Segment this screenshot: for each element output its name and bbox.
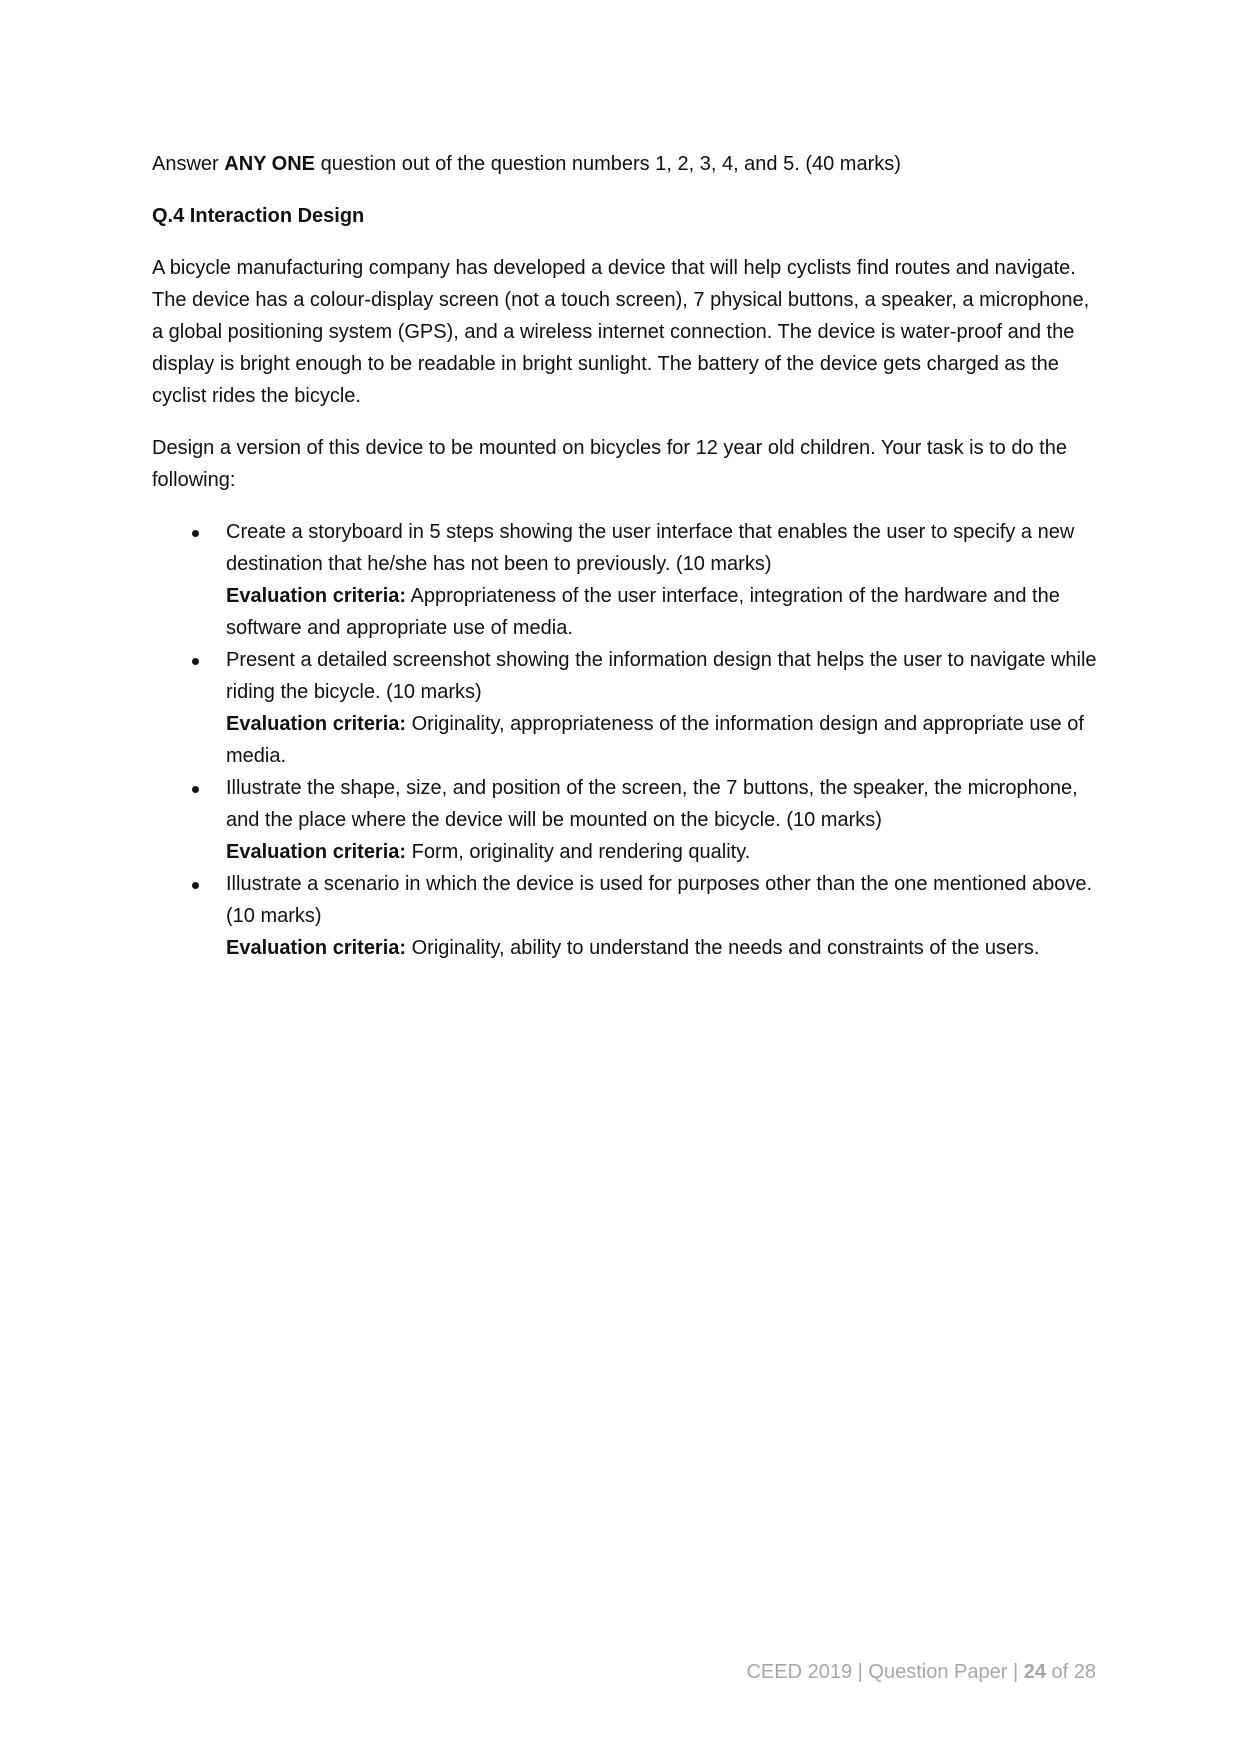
page-footer [746,1661,1096,1684]
footer-label: CEED 2019 | Question Paper | [746,1661,1024,1683]
task-paragraph: Design a version of this device to be mounted on bicycles for 12 year old children. Your task is to do the following: [152,437,1067,491]
task-item-illustrate-device [152,772,1102,868]
footer-page-number: 24 [1023,1661,1046,1683]
question-page [152,148,1102,964]
task-list [152,516,1102,964]
task-item-storyboard [152,516,1102,644]
criteria-text: Form, originality and rendering quality. [406,841,751,863]
task-item-screenshot [152,644,1102,772]
eval-label: Evaluation criteria: [226,585,407,607]
criteria-text: Originality, ability to understand the needs and constraints of the users. [406,937,1040,959]
instruction-line [152,148,1102,180]
instruction-suffix: question out of the question numbers 1, 2, 3, 4, and 5. (40 marks) [315,153,901,175]
task-criteria [226,580,1102,644]
bullet-icon [192,530,199,537]
eval-label: Evaluation criteria: [226,713,407,735]
task-criteria [226,932,1102,964]
task-text: Present a detailed screenshot showing the information design that helps the user to navigate while riding the bicycle. (10 marks) [226,649,1097,703]
bullet-icon [192,658,199,665]
task-text: Illustrate a scenario in which the device is used for purposes other than the one mentioned above. (10 marks) [226,873,1093,927]
task-item-scenario [152,868,1102,964]
bullet-icon [192,882,199,889]
task-text: Create a storyboard in 5 steps showing the user interface that enables the user to specify a new destination that he/she has not been to previously. (10 marks) [226,521,1075,575]
criteria-text: Originality, appropriateness of the information design and appropriate use of media. [226,713,1084,767]
instruction-prefix: Answer [152,153,225,175]
criteria-text: Appropriateness of the user interface, integration of the hardware and the software and appropriate use of media. [226,585,1060,639]
question-heading: Q.4 Interaction Design [152,205,365,227]
instruction-emphasis: ANY ONE [224,153,316,175]
bullet-icon [192,786,199,793]
task-criteria [226,836,1102,868]
eval-label: Evaluation criteria: [226,841,407,863]
task-criteria [226,708,1102,772]
intro-paragraph: A bicycle manufacturing company has developed a device that will help cyclists find routes and navigate. The device has a colour-display screen (not a touch screen), 7 physical buttons, a speaker, a microphone, a global positioning system (GPS), and a wireless internet connection. The device is water-proof and the display is bright enough to be readable in bright sunlight. The battery of the device gets charged as the cyclist rides the bicycle. [152,257,1090,407]
eval-label: Evaluation criteria: [226,937,407,959]
task-text: Illustrate the shape, size, and position of the screen, the 7 buttons, the speaker, the microphone, and the place where the device will be mounted on the bicycle. (10 marks) [226,777,1078,831]
footer-total: of 28 [1045,1661,1096,1683]
